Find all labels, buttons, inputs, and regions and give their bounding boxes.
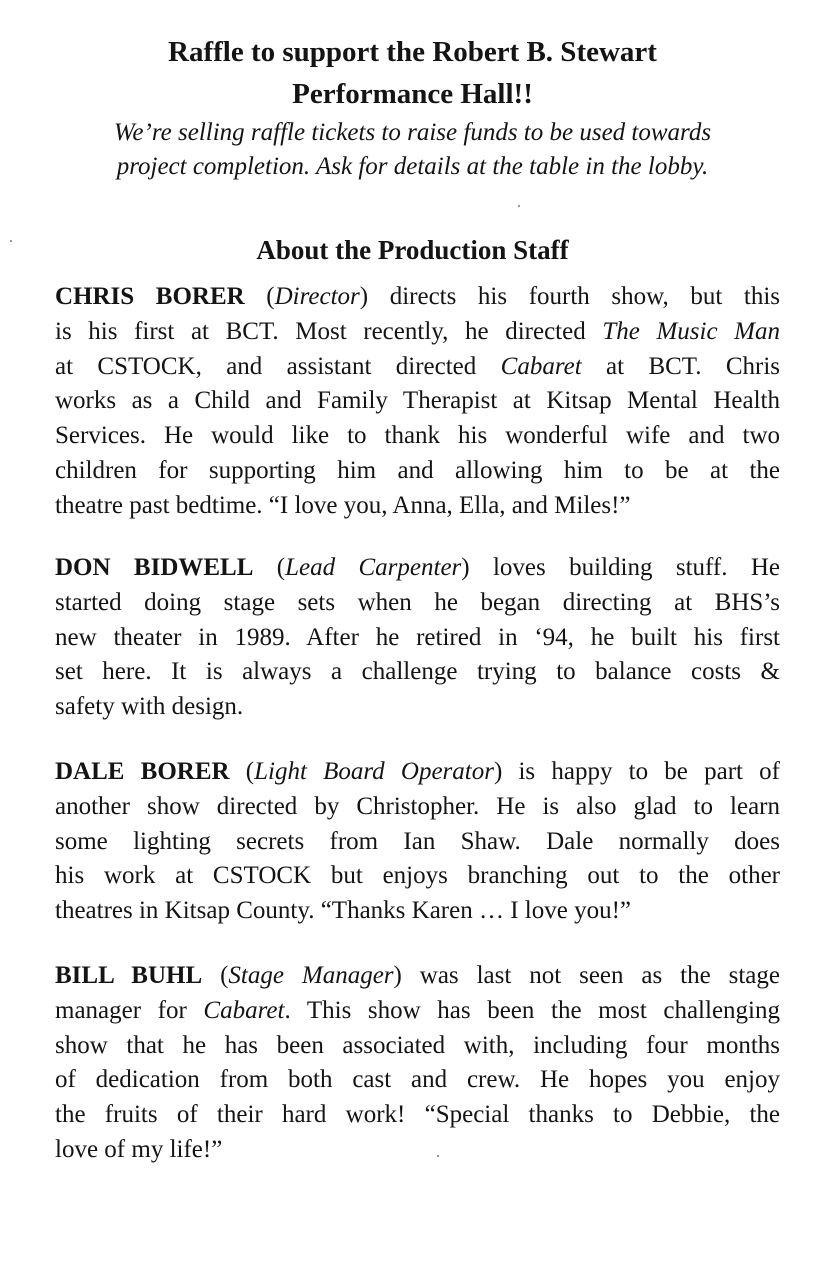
- scan-speck: [437, 1155, 439, 1157]
- bio-text: . This show has been the most challenging: [284, 996, 780, 1024]
- bio-line: DON BIDWELL (Lead Carpenter) loves building stuff. He: [55, 554, 780, 581]
- bio-line: show that he has been associated with, including four months: [55, 1031, 780, 1059]
- bio-text: directs his fourth show, but this: [389, 283, 781, 310]
- bio-line: love of my life!”: [55, 1135, 223, 1163]
- bio-text: at CSTOCK, and assistant directed: [55, 352, 477, 380]
- bio-chris-borer: [55, 280, 780, 524]
- staff-name: DON BIDWELL: [55, 554, 254, 581]
- bio-text: manager for: [55, 996, 187, 1024]
- bio-line: works as a Child and Family Therapist at Kitsap Mental Health: [55, 387, 780, 415]
- bio-dale-borer: [55, 755, 780, 929]
- bio-text: was last not seen as the stage: [419, 962, 781, 989]
- raffle-description-line-2: project completion. Ask for details at the table in the lobby.: [116, 153, 709, 180]
- staff-role: Stage Manager: [228, 962, 394, 989]
- bio-line: another show directed by Christopher. He is also glad to learn: [55, 792, 780, 820]
- staff-role: Lead Carpenter: [285, 554, 462, 581]
- raffle-description: [55, 116, 770, 184]
- bio-text: is happy to be part of: [518, 758, 780, 785]
- raffle-heading-line-2: Performance Hall!!: [292, 78, 533, 110]
- bio-line: [55, 315, 780, 350]
- bio-text: loves building stuff. He: [492, 554, 780, 581]
- scan-speck: [518, 205, 520, 207]
- staff-role: Light Board Operator: [254, 758, 494, 785]
- bio-line: the fruits of their hard work! “Special thanks to Debbie, the: [55, 1101, 780, 1129]
- bio-line: started doing stage sets when he began directing at BHS’s: [55, 588, 780, 616]
- raffle-heading: [60, 31, 765, 115]
- bio-line: theatres in Kitsap County. “Thanks Karen … I love you!”: [55, 897, 632, 925]
- bio-line: set here. It is always a challenge trying to balance costs &: [55, 658, 780, 686]
- show-title: The Music Man: [602, 317, 781, 345]
- bio-line: Services. He would like to thank his wonderful wife and two: [55, 422, 780, 450]
- bio-line: theatre past bedtime. “I love you, Anna, Ella, and Miles!”: [55, 491, 631, 519]
- bio-line: BILL BUHL (Stage Manager) was last not seen as the stage: [55, 962, 781, 989]
- bio-line: DALE BORER (Light Board Operator) is happy to be part of: [55, 758, 780, 785]
- bio-text: at BCT. Chris: [606, 352, 781, 380]
- section-heading: About the Production Staff: [256, 235, 569, 265]
- staff-name: DALE BORER: [55, 758, 230, 785]
- bio-line: [55, 994, 780, 1029]
- bio-line: [55, 350, 780, 385]
- bio-line: CHRIS BORER (Director) directs his fourth show, but this: [55, 283, 781, 310]
- staff-name: BILL BUHL: [55, 962, 203, 989]
- staff-name: CHRIS BORER: [55, 283, 245, 310]
- bio-line: children for supporting him and allowing him to be at the: [55, 456, 780, 484]
- bio-line: new theater in 1989. After he retired in ‘94, he built his first: [55, 623, 780, 651]
- bio-line: some lighting secrets from Ian Shaw. Dale normally does: [55, 827, 780, 855]
- scan-speck: [10, 240, 12, 242]
- bio-bill-buhl: [55, 959, 780, 1168]
- raffle-description-line-1: We’re selling raffle tickets to raise funds to be used towards: [113, 119, 712, 146]
- show-title: Cabaret: [500, 352, 582, 380]
- staff-role: Director: [274, 283, 360, 310]
- raffle-heading-line-1: Raffle to support the Robert B. Stewart: [168, 36, 657, 68]
- show-title: Cabaret: [203, 996, 285, 1024]
- bio-line: his work at CSTOCK but enjoys branching out to the other: [55, 862, 780, 890]
- bio-line: of dedication from both cast and crew. He hopes you enjoy: [55, 1066, 780, 1094]
- bio-don-bidwell: [55, 551, 780, 725]
- bio-text: is his first at BCT. Most recently, he directed: [55, 317, 586, 345]
- bio-line: safety with design.: [55, 693, 244, 721]
